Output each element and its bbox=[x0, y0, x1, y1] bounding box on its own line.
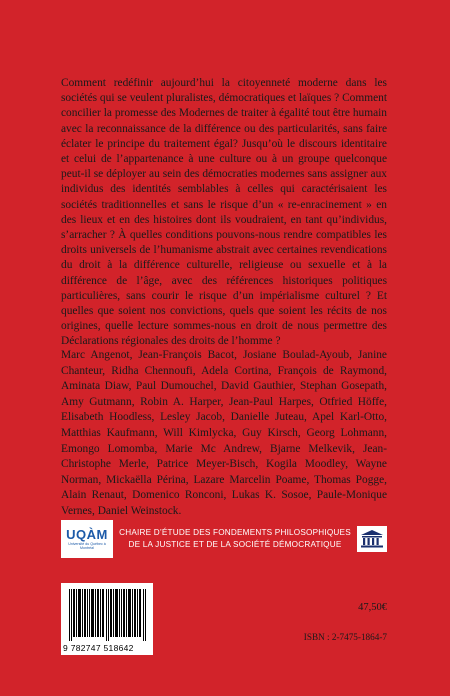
uqam-logo bbox=[61, 520, 113, 558]
isbn: ISBN : 2-7475-1864-7 bbox=[303, 632, 387, 642]
barcode-number: 9 782747 518642 bbox=[63, 643, 134, 653]
uqam-logo-subtitle: Université du Québec à Montréal bbox=[68, 542, 106, 550]
chaire-title-line1: CHAIRE D’ÉTUDE DES FONDEMENTS PHILOSOPHIQUES bbox=[119, 527, 351, 537]
barcode bbox=[61, 583, 153, 655]
barcode-bars bbox=[69, 589, 147, 641]
blurb-text: Comment redéfinir aujourd’hui la citoyenneté moderne dans les sociétés qui se veulent pluralistes, démocratiques et laïques ? Comment concilier la promesse des Modernes de traiter à égalité tout être humain avec la reconnaissance de la différence ou des particularités, sans faire éclater le principe du traitement égal? Jusqu’où le discours identitaire et celui de l’appartenance à une culture ou à un groupe quelconque peut-il se déployer au sein des démocraties modernes sans assigner aux individus des identités semblables à celles qui caractérisaient les sociétés traditionnelles et sans le risque d’un « re-enracinement » en des lieux et en des histoires dont ils voudraient, en tant qu’individus, s’arracher ? À quelles conditions pouvons-nous rendre compatibles les droits universels de l’humanisme abstrait avec certaines revendications du droit à la différence culturelle, religieuse ou sexuelle et à la différence de l’âge, avec des références historiques politiques particulières, sans courir le risque d’un impérialisme culturel ? Et quelles que soient nos convictions, quels que soient les récits de nos origines, quelle lecture sommes-nous en droit de nous permettre des Déclarations régionales des droits de l’homme ? bbox=[61, 77, 387, 348]
unesco-logo bbox=[357, 526, 387, 552]
chaire-title bbox=[113, 527, 357, 552]
uqam-logo-text: UQÀM bbox=[66, 527, 108, 542]
contributors-list: Marc Angenot, Jean-François Bacot, Josiane Boulad-Ayoub, Janine Chanteur, Ridha Chennoufi, Adela Cortina, François de Raymond, Aminata Diaw, Paul Dumouchel, David Gauthier, Stephan Gosepath, Amy Gutmann, Robin A. Harper, Jean-Paul Harpes, Otfried Höffe, Elisabeth Hoodless, Lesley Jacob, Danielle Juteau, Apel Karl-Otto, Matthias Kaufmann, Will Kimlycka, Guy Kirsch, Georg Lohmann, Emongo Lomomba, Marie Mc Andrew, Bjarne Melkevik, Jean-Christophe Merle, Patrice Meyer-Bisch, Kogila Moodley, Wayne Norman, Mickaëlla Périna, Lazare Marcelin Poame, Thomas Pogge, Alain Renaut, Domenico Ronconi, Lukas K. Sosoe, Paule-Monique Vernes, Daniel Weinstock. bbox=[61, 349, 387, 517]
institution-band bbox=[61, 518, 387, 560]
chaire-title-line2: DE LA JUSTICE ET DE LA SOCIÉTÉ DÉMOCRATIQUE bbox=[128, 540, 342, 549]
price: 47,50€ bbox=[358, 602, 387, 613]
temple-icon bbox=[360, 529, 384, 549]
